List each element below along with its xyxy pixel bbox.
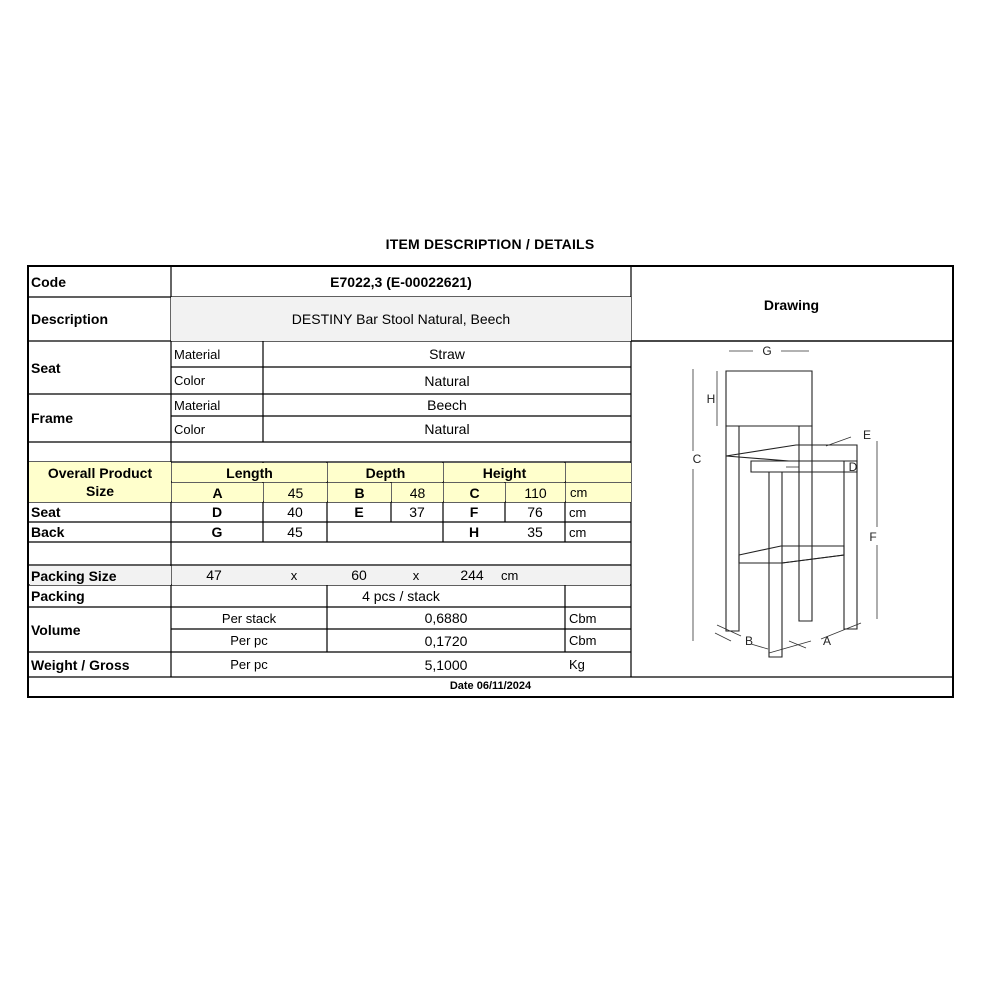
packing-size-length: 47 [206, 567, 222, 583]
volume-per-pc-label: Per pc [230, 633, 268, 648]
back-dims-unit: cm [569, 524, 587, 540]
overall-depth-key: B [328, 483, 391, 502]
seat-dims-unit: cm [569, 504, 587, 520]
drawing-label-g: G [762, 344, 772, 358]
back-length-key: G [211, 524, 223, 540]
page-title: ITEM DESCRIPTION / DETAILS [385, 236, 595, 252]
seat-color-label: Color [174, 373, 206, 388]
drawing-label-e: E [862, 428, 872, 442]
overall-size-header-line1: Overall Product [47, 465, 153, 481]
overall-size-header-line2: Size [85, 483, 114, 499]
seat-length-value: 40 [287, 504, 303, 520]
overall-height-key: C [444, 483, 505, 502]
back-height-value: 35 [527, 524, 543, 540]
frame-label: Frame [31, 410, 74, 426]
packing-size-x2: x [412, 567, 420, 583]
packing-size-width: 60 [351, 567, 367, 583]
packing-label: Packing [31, 588, 85, 604]
packing-value: 4 pcs / stack [362, 588, 440, 604]
volume-label: Volume [31, 621, 81, 638]
description-value: DESTINY Bar Stool Natural, Beech [171, 297, 631, 341]
weight-unit: Kg [569, 657, 585, 672]
seat-material-value: Straw [429, 346, 465, 362]
bar-stool-drawing [631, 341, 952, 677]
weight-label: Weight / Gross [31, 656, 130, 673]
seat-length-key: D [211, 504, 223, 520]
drawing-label-c: C [692, 452, 702, 466]
seat-material-label: Material [174, 346, 221, 362]
depth-header: Depth [328, 463, 443, 482]
volume-per-pc-unit: Cbm [569, 633, 597, 648]
back-dims-label: Back [31, 524, 65, 540]
weight-value: 5,1000 [424, 656, 468, 673]
seat-height-value: 76 [527, 504, 543, 520]
length-header: Length [172, 463, 327, 482]
packing-size-height: 244 [460, 567, 484, 583]
seat-depth-key: E [354, 504, 364, 520]
volume-per-stack-label: Per stack [221, 610, 277, 626]
frame-color-value: Natural [424, 421, 470, 437]
overall-length-key: A [172, 483, 263, 502]
seat-color-value: Natural [424, 372, 470, 389]
overall-size-header [29, 462, 171, 502]
drawing-label: Drawing [763, 297, 820, 313]
overall-height-value: 110 [506, 483, 565, 502]
overall-unit: cm [566, 483, 631, 502]
packing-size-label: Packing Size [30, 566, 171, 585]
unit-header-blank [566, 463, 631, 482]
frame-material-label: Material [174, 397, 221, 413]
seat-dims-label: Seat [31, 504, 61, 520]
drawing-label-f: F [869, 530, 877, 544]
overall-length-value: 45 [264, 483, 327, 502]
weight-per-pc-label: Per pc [230, 657, 268, 672]
volume-per-stack-unit: Cbm [569, 610, 597, 626]
height-header: Height [444, 463, 565, 482]
date-label: Date 06/11/2024 [449, 680, 532, 692]
drawing-label-h: H [706, 392, 716, 406]
back-height-key: H [468, 524, 480, 540]
drawing-label-d: D [848, 460, 858, 474]
seat-height-key: F [469, 504, 479, 520]
volume-per-pc-value: 0,1720 [424, 632, 468, 649]
drawing-label-b: B [744, 634, 754, 648]
seat-label: Seat [31, 359, 61, 376]
description-label: Description [31, 311, 109, 327]
overall-depth-value: 48 [392, 483, 443, 502]
frame-material-value: Beech [427, 397, 467, 413]
packing-size-unit: cm [501, 567, 519, 583]
volume-per-stack-value: 0,6880 [424, 610, 468, 626]
item-details-table [27, 265, 954, 698]
packing-size-x1: x [290, 567, 298, 583]
frame-color-label: Color [174, 421, 206, 437]
code-value: E7022,3 (E-00022621) [330, 274, 472, 290]
seat-depth-value: 37 [409, 504, 425, 520]
code-label: Code [31, 274, 66, 290]
drawing-label-a: A [822, 634, 832, 648]
back-length-value: 45 [287, 524, 303, 540]
